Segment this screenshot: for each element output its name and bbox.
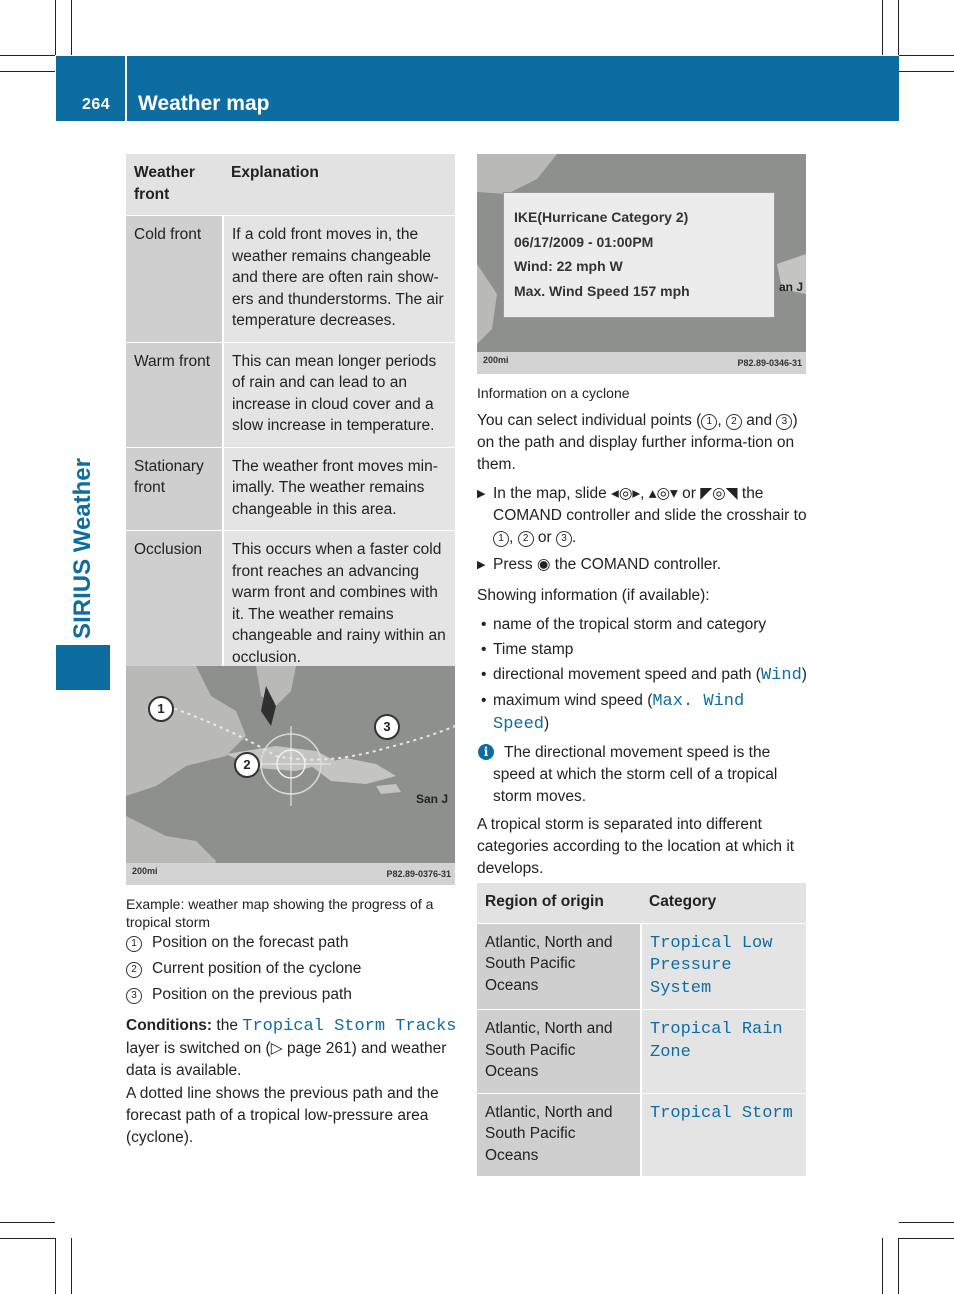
crop-mark — [55, 0, 56, 55]
step-text: Press ◉ the COMAND controller. — [493, 556, 722, 573]
crop-mark — [882, 1238, 883, 1294]
list-text: directional movement speed and path ( — [493, 666, 761, 683]
figure-caption: Information on a cyclone — [477, 385, 630, 401]
map-place-label: an J — [779, 280, 804, 294]
table-cell: The weather front moves min-imally. The weather remains changeable in this area. — [223, 447, 455, 531]
table-cell: Warm front — [126, 342, 223, 447]
table-row — [477, 1093, 806, 1177]
conditions-text: the — [212, 1017, 243, 1034]
crop-mark — [898, 1238, 899, 1294]
crop-mark — [0, 1222, 55, 1223]
table-row — [477, 1010, 806, 1094]
menu-item-max-wind-speed: Max. Wind Speed — [493, 692, 745, 734]
list-item: • Time stamp — [477, 639, 807, 661]
table-row — [126, 447, 455, 531]
step-arrow-icon: ▶ — [477, 559, 486, 571]
info-icon: i — [478, 744, 494, 760]
figure-caption: Example: weather map showing the progress of a tropical storm — [126, 896, 434, 930]
table-cell: Atlantic, North and South Pacific Oceans — [477, 923, 641, 1010]
crop-mark — [71, 1238, 72, 1294]
map-scale: 200mi — [483, 355, 509, 365]
step-text: , — [509, 529, 518, 546]
cyclone-info-map — [477, 154, 806, 374]
table-header: Category — [641, 883, 806, 923]
list-item — [477, 690, 807, 736]
crop-mark — [899, 55, 954, 56]
number-marker: 3 — [776, 414, 792, 430]
para-text: , — [717, 412, 726, 429]
map-footer — [477, 352, 806, 374]
number-marker: 3 — [126, 988, 142, 1004]
step-text: In the map, slide ◂◎▸, ▴◎▾ or ◤◎◥ the COMAND controller and slide the crosshair to — [493, 485, 807, 524]
category-value: Tropical Rain Zone — [650, 1020, 783, 1062]
para-text: You can select individual points ( — [477, 412, 702, 429]
number-marker: 2 — [126, 962, 142, 978]
para-text: ) on the path and display further informa-tion on them. — [477, 412, 798, 473]
cyclone-info-popup — [503, 192, 775, 318]
legend-text: Position on the previous path — [152, 986, 352, 1003]
instruction-step — [477, 483, 809, 549]
map-footer — [126, 863, 455, 885]
header-divider — [125, 56, 127, 121]
map-place-label: San J — [416, 792, 449, 806]
legend-item — [126, 932, 348, 954]
table-cell: This can mean longer periods of rain and can lead to an increase in cloud cover and a slow increase in temperature. — [223, 342, 455, 447]
figure-code: P82.89-0376-31 — [386, 869, 451, 879]
crop-mark — [899, 71, 954, 72]
table-header-row — [126, 154, 455, 216]
conditions-text: layer is switched on (▷ page 261) and weather data is available. — [126, 1040, 447, 1079]
list-text: ) — [544, 715, 550, 732]
table-header: Region of origin — [477, 883, 641, 923]
legend-text: Current position of the cyclone — [152, 960, 362, 977]
table-cell: Atlantic, North and South Pacific Oceans — [477, 1010, 641, 1094]
page-title: Weather map — [138, 92, 270, 115]
menu-item-tropical-storm-tracks: Tropical Storm Tracks — [242, 1017, 457, 1036]
table-cell: Cold front — [126, 216, 223, 343]
legend-item — [126, 984, 352, 1006]
crop-mark — [0, 71, 55, 72]
info-note: The directional movement speed is the speed at which the storm cell of a tropical storm moves. — [493, 744, 778, 805]
table-header: Weather front — [126, 154, 223, 216]
table-row — [477, 923, 806, 1010]
dotted-line-paragraph: A dotted line shows the previous path and the forecast path of a tropical low-pressure area (cyclone). — [126, 1085, 439, 1146]
table-cell: Stationary front — [126, 447, 223, 531]
number-marker: 2 — [726, 414, 742, 430]
weather-front-table — [126, 154, 455, 679]
map-scale: 200mi — [132, 866, 158, 876]
menu-item-wind: Wind — [760, 666, 802, 685]
select-points-paragraph — [477, 410, 807, 476]
page-number: 264 — [82, 96, 111, 113]
table-cell: This occurs when a faster cold front reaches an advancing warm front and combines with it. The weather remains changeable and rainy within an occlusion. — [223, 531, 455, 679]
crop-mark — [898, 0, 899, 55]
table-cell: Occlusion — [126, 531, 223, 679]
region-category-table — [477, 883, 806, 1177]
list-text: maximum wind speed ( — [493, 692, 653, 709]
step-arrow-icon: ▶ — [477, 488, 486, 500]
table-row — [126, 216, 455, 343]
instruction-step — [477, 554, 809, 576]
number-marker: 1 — [701, 414, 717, 430]
table-row — [126, 531, 455, 679]
crop-mark — [899, 1238, 954, 1239]
conditions-label: Conditions: — [126, 1017, 213, 1034]
crop-mark — [899, 1222, 954, 1223]
map-marker-3: 3 — [374, 714, 400, 740]
popup-line: Wind: 22 mph W — [514, 258, 623, 274]
storm-categories-paragraph: A tropical storm is separated into different categories according to the location at which it develops. — [477, 816, 795, 877]
number-marker: 3 — [556, 531, 572, 547]
showing-info-paragraph: Showing information (if available): — [477, 587, 710, 604]
figure-code: P82.89-0346-31 — [737, 358, 802, 368]
popup-line: IKE(Hurricane Category 2) — [514, 209, 689, 225]
legend-text: Position on the forecast path — [152, 934, 349, 951]
legend-item — [126, 958, 361, 980]
crop-mark — [882, 0, 883, 55]
crop-mark — [55, 1238, 56, 1294]
map-marker-2: 2 — [234, 752, 260, 778]
section-tab — [56, 645, 110, 690]
step-text: . — [572, 529, 577, 546]
info-list — [477, 614, 807, 739]
page-header — [56, 56, 899, 121]
table-header: Explanation — [223, 154, 455, 216]
step-text: or — [533, 529, 557, 546]
popup-line: Max. Wind Speed 157 mph — [514, 282, 690, 299]
number-marker: 1 — [126, 936, 142, 952]
table-header-row — [477, 883, 806, 923]
map-marker-1: 1 — [148, 696, 174, 722]
number-marker: 1 — [493, 531, 509, 547]
storm-track-map — [126, 666, 455, 885]
list-item — [477, 664, 807, 687]
para-text: and — [741, 412, 773, 429]
conditions-paragraph — [126, 1015, 458, 1082]
table-cell: If a cold front moves in, the weather remains changeable and there are often rain show-ers and thunderstorms. The air temperature decreases. — [223, 216, 455, 343]
crop-mark — [71, 0, 72, 55]
crop-mark — [0, 1238, 55, 1239]
category-value: Tropical Storm — [650, 1103, 793, 1123]
table-row — [126, 342, 455, 447]
popup-line: 06/17/2009 - 01:00PM — [514, 233, 654, 250]
section-tab-label — [56, 457, 110, 639]
map-graphic — [126, 666, 455, 885]
list-item: • name of the tropical storm and category — [477, 614, 807, 636]
list-text: ) — [801, 666, 807, 683]
category-value: Tropical Low Pressure System — [650, 933, 773, 998]
table-cell: Atlantic, North and South Pacific Oceans — [477, 1093, 641, 1177]
section-tab-text: SIRIUS Weather — [69, 457, 96, 639]
crop-mark — [0, 55, 55, 56]
number-marker: 2 — [518, 531, 534, 547]
